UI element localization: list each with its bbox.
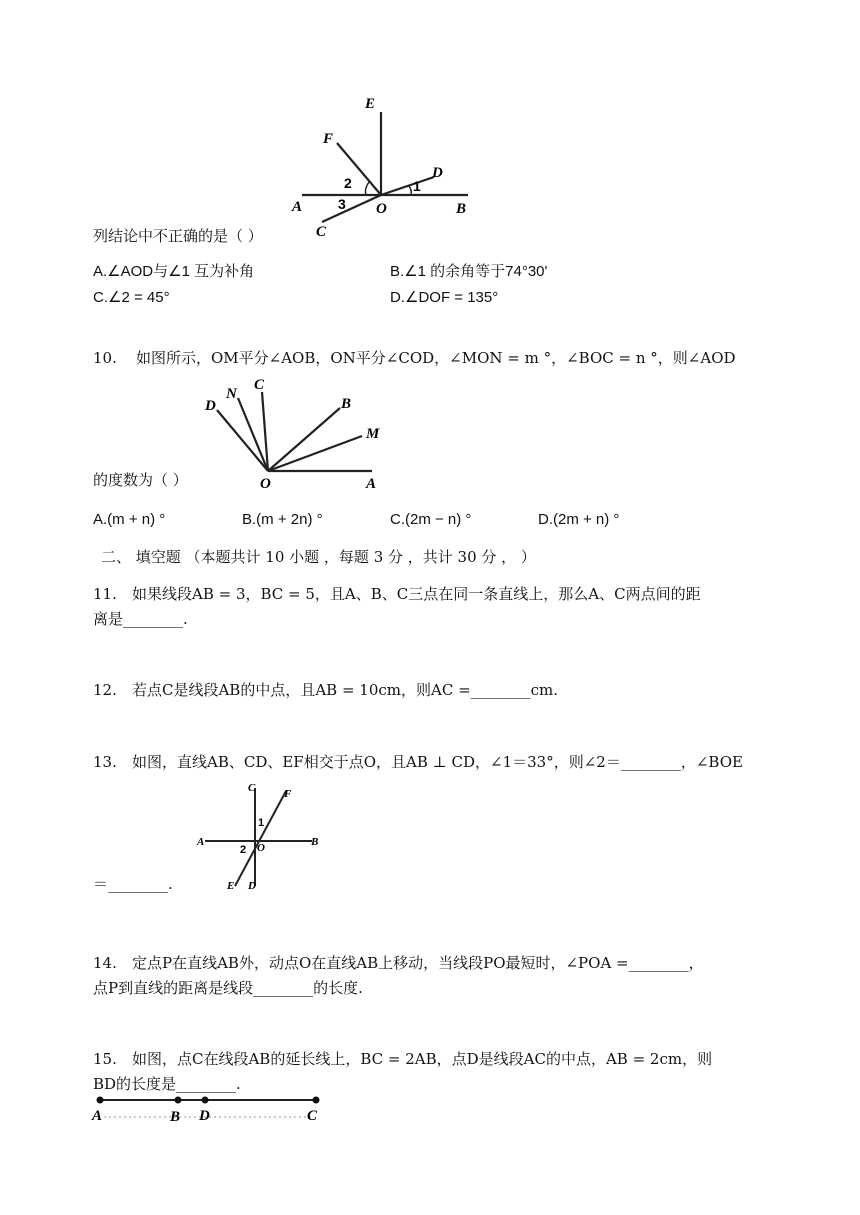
q13-line2: ＝________. [93, 875, 173, 893]
q10-option-c: C.(2m − n) ° [390, 511, 472, 528]
q13-label-b: B [311, 836, 319, 848]
q15-number: 15. [93, 1050, 117, 1068]
q15-point-d [202, 1097, 209, 1104]
q10-option-b: B.(m + 2n) ° [242, 511, 323, 528]
q10-label-m: M [366, 426, 380, 442]
q10-label-n: N [226, 386, 237, 402]
q9-label-d: D [432, 165, 443, 181]
q10-stem-tail: 的度数为（ ） [93, 471, 188, 489]
q13-label-o: O [257, 842, 265, 854]
section2-title: 二、 填空题 （本题共计 10 小题 ，每题 3 分 ，共计 30 分 ， ） [101, 548, 536, 566]
q12-number: 12. [93, 681, 117, 699]
q15-label-d: D [199, 1108, 210, 1124]
q9-option-d: D.∠DOF = 135° [390, 289, 499, 306]
q14-number: 14. [93, 954, 117, 972]
q11-line1: 如果线段AB = 3，BC = 5，且A、B、C三点在同一条直线上，那么A、C两点间的距 [132, 585, 701, 603]
q15-point-a [97, 1097, 104, 1104]
q9-label-1: 1 [413, 178, 421, 194]
q13-label-d: D [248, 880, 256, 892]
q9-option-b: B.∠1 的余角等于74°30' [390, 263, 548, 280]
q9-option-c: C.∠2 = 45° [93, 289, 170, 306]
q15-point-c [313, 1097, 320, 1104]
q15-label-b: B [170, 1109, 181, 1125]
q15-point-b [175, 1097, 182, 1104]
q10-label-a: A [366, 476, 377, 492]
q13-label-a: A [197, 836, 205, 848]
q9-label-o: O [376, 201, 387, 217]
q13-line1: 如图，直线AB、CD、EF相交于点O，且AB ⊥ CD，∠1＝33°，则∠2＝________，∠BOE [132, 753, 743, 771]
q12-text: 若点C是线段AB的中点，且AB = 10cm，则AC =________cm. [132, 681, 559, 699]
q9-label-2: 2 [344, 175, 352, 191]
q10-label-d: D [205, 398, 216, 414]
q9-label-f: F [323, 131, 334, 147]
q10-stem: 如图所示，OM平分∠AOB，ON平分∠COD，∠MON = m °，∠BOC = n °，则∠AOD [136, 349, 736, 367]
q11-number: 11. [93, 585, 117, 603]
q9-label-3: 3 [338, 196, 346, 212]
q9-label-c: C [316, 224, 327, 240]
q13-label-c: C [248, 782, 256, 794]
q10-label-c: C [254, 377, 265, 393]
q15-line2: BD的长度是________. [93, 1075, 241, 1093]
q13-number: 13. [93, 753, 117, 771]
q9-stem-tail: 列结论中不正确的是（ ） [93, 227, 263, 245]
q13-label-e: E [227, 880, 235, 892]
q15-label-a: A [92, 1108, 103, 1124]
q10-option-a: A.(m + n) ° [93, 511, 166, 528]
q9-option-a: A.∠AOD与∠1 互为补角 [93, 263, 255, 280]
q9-label-a: A [292, 199, 303, 215]
q10-label-o: O [260, 476, 271, 492]
q10-number: 10. [93, 349, 117, 367]
q15-label-c: C [307, 1108, 318, 1124]
q13-label-2: 2 [240, 844, 247, 856]
q10-label-b: B [341, 396, 352, 412]
q14-line1: 定点P在直线AB外，动点O在直线AB上移动，当线段PO最短时，∠POA =________， [132, 954, 704, 972]
q9-label-e: E [365, 96, 376, 112]
q13-label-1: 1 [258, 817, 265, 829]
q9-label-b: B [456, 201, 467, 217]
q13-label-f: F [284, 788, 292, 800]
q11-line2: 离是________. [93, 610, 188, 628]
q15-line1: 如图，点C在线段AB的延长线上，BC = 2AB，点D是线段AC的中点，AB = 2cm，则 [132, 1050, 713, 1068]
q10-option-d: D.(2m + n) ° [538, 511, 620, 528]
q14-line2: 点P到直线的距离是线段________的长度. [93, 979, 363, 997]
